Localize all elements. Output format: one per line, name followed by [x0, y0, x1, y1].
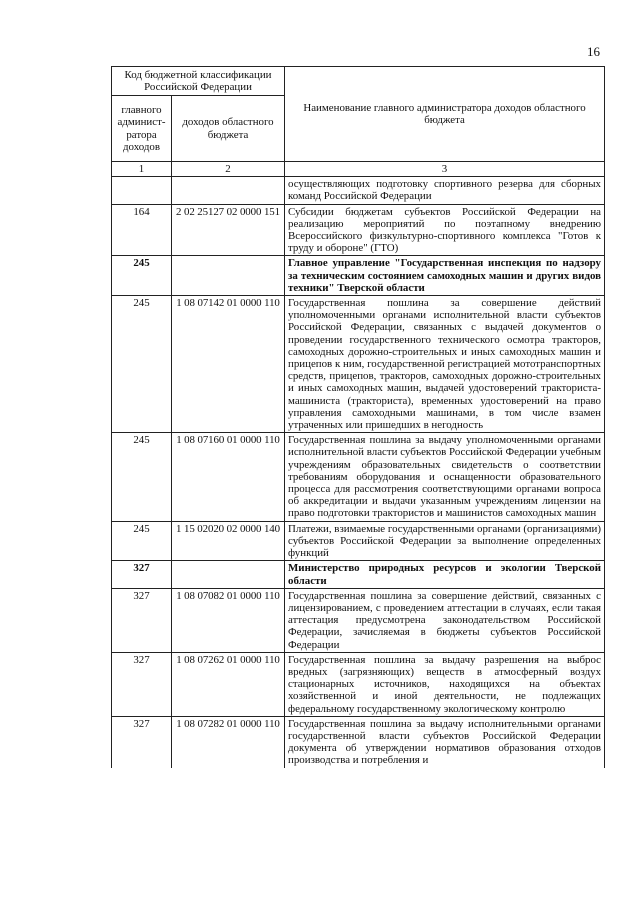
page-number: 16	[587, 44, 600, 59]
name-cell: Государственная пошлина за выдачу уполномоченными органами исполнительной власти субъектов Российской Федерации учебным учреждениям образовательных свидетельств о соответствии требованиям оборудования и оснащенности образовательного процесса для рассмотрения соответствующими органами вопроса об аккредитации и выдачи указанным учреждениям лицензии на право подготовки трактористов и машинистов самоходных машин	[285, 433, 605, 521]
income-code-cell: 1 08 07282 01 0000 110	[172, 716, 285, 767]
admin-code-cell: 245	[112, 433, 172, 521]
income-code-cell	[172, 561, 285, 588]
table-row	[112, 204, 605, 256]
column-number-3: 3	[285, 162, 605, 177]
budget-classification-table	[111, 66, 605, 768]
income-code-cell	[172, 177, 285, 204]
admin-code-cell: 245	[112, 256, 172, 296]
name-cell: Государственная пошлина за выдачу разрешения на выброс вредных (загрязняющих) веществ в атмосферный воздух стационарных источников, находящихся на объектах хозяйственной и иной деятельности, не подлежащих федеральному государственному экологическому контролю	[285, 652, 605, 716]
name-cell: Платежи, взимаемые государственными органами (организациями) субъектов Российской Федерации за выполнение определенных функций	[285, 521, 605, 561]
income-code-cell: 1 08 07160 01 0000 110	[172, 433, 285, 521]
admin-code-cell: 327	[112, 716, 172, 767]
name-cell: Министерство природных ресурсов и экологии Тверской области	[285, 561, 605, 588]
column-number-1: 1	[112, 162, 172, 177]
column-numbers-row	[112, 162, 605, 177]
header-name: Наименование главного администратора доходов областного бюджета	[285, 67, 605, 162]
name-cell: Государственная пошлина за совершение действий, связанных с лицензированием, с проведением аттестации в случаях, если такая аттестация предусмотрена законодательством Российской Федерации, зачисляемая в бюджеты субъектов Российской Федерации	[285, 588, 605, 652]
income-code-cell: 1 08 07082 01 0000 110	[172, 588, 285, 652]
header-income: доходов областного бюджета	[172, 96, 285, 162]
admin-code-cell	[112, 177, 172, 204]
admin-code-cell: 245	[112, 296, 172, 433]
income-code-cell: 2 02 25127 02 0000 151	[172, 204, 285, 256]
name-cell: осуществляющих подготовку спортивного резерва для сборных команд Российской Федерации	[285, 177, 605, 204]
table-row	[112, 561, 605, 588]
income-code-cell	[172, 256, 285, 296]
name-cell: Государственная пошлина за совершение действий уполномоченными органами исполнительной власти субъектов Российской Федерации, связанных с выдачей документов о проведении государственного технического осмотра тракторов, самоходных дорожно-строительных и иных самоходных машин и прицепов к ним, государственной регистрацией мототранспортных средств, прицепов, тракторов, самоходных дорожно-строительных и иных самоходных машин, выдачей удостоверений тракториста-машиниста (тракториста), временных удостоверений на право управления самоходными машинами, в том числе взамен утраченных или пришедших в негодность	[285, 296, 605, 433]
name-cell: Главное управление "Государственная инспекция по надзору за техническим состоянием самоходных машин и других видов техники" Тверской области	[285, 256, 605, 296]
income-code-cell: 1 08 07262 01 0000 110	[172, 652, 285, 716]
table-row	[112, 652, 605, 716]
admin-code-cell: 327	[112, 588, 172, 652]
table-row	[112, 588, 605, 652]
table-row	[112, 177, 605, 204]
name-cell: Субсидии бюджетам субъектов Российской Федерации на реализацию мероприятий по поэтапному внедрению Всероссийского физкультурно-спортивного комплекса "Готов к труду и обороне" (ГТО)	[285, 204, 605, 256]
column-number-2: 2	[172, 162, 285, 177]
income-code-cell: 1 08 07142 01 0000 110	[172, 296, 285, 433]
table-row	[112, 521, 605, 561]
table-row	[112, 256, 605, 296]
name-cell: Государственная пошлина за выдачу исполнительными органами государственной власти субъектов Российской Федерации документа об утверждении нормативов образования отходов производства и потребления и	[285, 716, 605, 767]
income-code-cell: 1 15 02020 02 0000 140	[172, 521, 285, 561]
header-code-group: Код бюджетной классификации Российской Федерации	[112, 67, 285, 96]
admin-code-cell: 327	[112, 561, 172, 588]
admin-code-cell: 327	[112, 652, 172, 716]
admin-code-cell: 245	[112, 521, 172, 561]
table-row	[112, 433, 605, 521]
admin-code-cell: 164	[112, 204, 172, 256]
table-row	[112, 716, 605, 767]
header-admin: главного админист-ратора доходов	[112, 96, 172, 162]
table-row	[112, 296, 605, 433]
